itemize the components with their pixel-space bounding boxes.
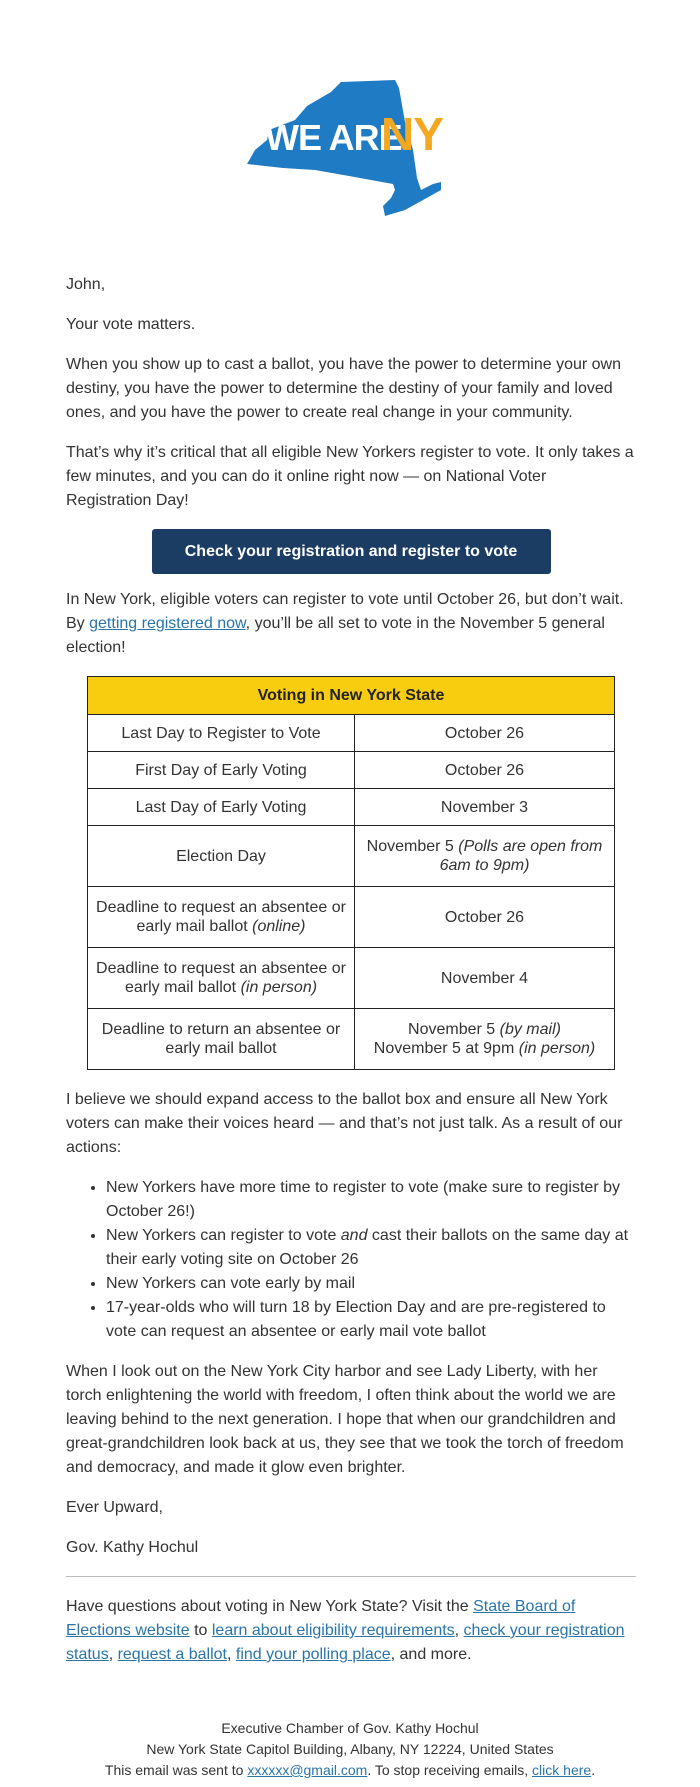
table-cell-value (355, 1009, 615, 1070)
election-day-date: November 5 (366, 838, 454, 855)
questions-sep: , (108, 1646, 118, 1663)
paragraph-deadline (66, 588, 636, 660)
table-cell-label: Last Day of Early Voting (88, 789, 355, 826)
footer-sender: Executive Chamber of Gov. Kathy Hochul (221, 1720, 479, 1736)
list-item: • 17-year-olds who will turn 18 by Election Day and are pre-registered to vote can request an absentee or early mail vote ballot (106, 1296, 636, 1344)
eligibility-requirements-link[interactable]: learn about eligibility requirements (211, 1622, 455, 1639)
intro-line: Your vote matters. (66, 316, 196, 333)
table-header-row (88, 677, 615, 715)
we-are-ny-logo (245, 80, 460, 218)
paragraph-deadline-text: In New York, eligible voters can register to vote until October 26, but don’t wait. By (66, 591, 624, 632)
table-row (88, 752, 615, 789)
in-person-note: (in person) (240, 979, 318, 996)
unsubscribe-link[interactable]: click here (532, 1762, 592, 1778)
logo-text-we-are: WE ARE (265, 117, 402, 158)
paragraph-power: When you show up to cast a ballot, you have the power to determine your own destiny, you have the power to determine the destiny of your family and loved ones, and you have the power to create real change in your community. (66, 356, 621, 421)
table-cell-value: November 3 (355, 789, 615, 826)
recipient-email-link[interactable]: xxxxxx@gmail.com (247, 1762, 368, 1778)
footer-notice-text: This email was sent to (104, 1762, 248, 1778)
table-row (88, 1009, 615, 1070)
questions-paragraph (66, 1595, 636, 1667)
email-footer (0, 1718, 700, 1781)
emphasis-and: and (340, 1227, 368, 1244)
return-by-mail-date: November 5 (408, 1021, 496, 1038)
footer-notice-text-mid: . To stop receiving emails, (367, 1762, 533, 1778)
table-row (88, 826, 615, 887)
table-cell-value (355, 826, 615, 887)
by-mail-note: (by mail) (499, 1021, 561, 1038)
questions-text-to: to (189, 1622, 212, 1639)
board-of-elections-link[interactable]: State Board of Elections website (66, 1598, 576, 1639)
online-note: (online) (252, 918, 306, 935)
actions-list (66, 1176, 636, 1344)
closing: Ever Upward, (66, 1499, 163, 1516)
paragraph-expand-access: I believe we should expand access to the ballot box and ensure all New York voters can make their voices heard — and that’s not just talk. As a result of our actions: (66, 1091, 623, 1156)
questions-text-end: , and more. (390, 1646, 472, 1663)
email-body (66, 273, 636, 1683)
request-ballot-link[interactable]: request a ballot (117, 1646, 227, 1663)
table-row (88, 948, 615, 1009)
table-cell-value: November 4 (355, 948, 615, 1009)
table-cell-value: October 26 (355, 887, 615, 948)
list-item (106, 1224, 636, 1272)
cta-row (66, 529, 636, 574)
table-cell-label: Last Day to Register to Vote (88, 715, 355, 752)
new-york-state-shape-icon (245, 80, 460, 218)
absentee-request-label: Deadline to request an absentee or early mail ballot (96, 960, 346, 996)
table-cell-label (88, 887, 355, 948)
greeting: John, (66, 276, 106, 293)
table-cell-label: Deadline to return an absentee or early mail ballot (88, 1009, 355, 1070)
table-cell-value: October 26 (355, 752, 615, 789)
questions-sep: , (454, 1622, 464, 1639)
footer-notice-text-end: . (591, 1762, 596, 1778)
list-item-text: New Yorkers can register to vote (106, 1227, 341, 1244)
signature: Gov. Kathy Hochul (66, 1539, 199, 1556)
footer-notice (0, 1760, 700, 1781)
paragraph-deadline-text-end: , you’ll be all set to vote in the November 5 general election! (66, 615, 605, 656)
check-registration-status-link[interactable]: check your registration status (66, 1622, 625, 1663)
in-person-return-note: (in person) (518, 1040, 596, 1057)
paragraph-lady-liberty: When I look out on the New York City harbor and see Lady Liberty, with her torch enlightening the world with freedom, I often think about the world we are leaving behind to the next generation. I hope that when our grandchildren and great-grandchildren look back at us, they see that we took the torch of freedom and democracy, and made it glow even brighter. (66, 1363, 624, 1476)
table-row (88, 789, 615, 826)
table-title: Voting in New York State (88, 677, 615, 715)
polls-hours-note: (Polls are open from 6am to 9pm) (439, 838, 603, 874)
return-in-person-date: November 5 at 9pm (373, 1040, 515, 1057)
find-polling-place-link[interactable]: find your polling place (235, 1646, 391, 1663)
logo-text-ny: NY (381, 108, 443, 160)
list-item: • New Yorkers have more time to register to vote (make sure to register by October 26!) (106, 1176, 636, 1224)
table-cell-label: Election Day (88, 826, 355, 887)
check-registration-button[interactable]: Check your registration and register to vote (152, 529, 551, 574)
paragraph-register-today: That’s why it’s critical that all eligible New Yorkers register to vote. It only takes a few minutes, and you can do it online right now — on National Voter Registration Day! (66, 444, 634, 509)
divider (66, 1576, 636, 1577)
getting-registered-link[interactable]: getting registered now (89, 615, 246, 632)
questions-sep: , (226, 1646, 236, 1663)
table-cell-value: October 26 (355, 715, 615, 752)
questions-text: Have questions about voting in New York State? Visit the (66, 1598, 474, 1615)
footer-address: New York State Capitol Building, Albany, NY 12224, United States (146, 1741, 554, 1757)
table-row (88, 887, 615, 948)
list-item-text-end: cast their ballots on the same day at their early voting site on October 26 (106, 1227, 629, 1268)
absentee-request-label: Deadline to request an absentee or early mail ballot (96, 899, 346, 935)
table-cell-label: First Day of Early Voting (88, 752, 355, 789)
list-item: • New Yorkers can vote early by mail (106, 1272, 636, 1296)
table-row (88, 715, 615, 752)
voting-dates-table (87, 676, 615, 1070)
table-cell-label (88, 948, 355, 1009)
